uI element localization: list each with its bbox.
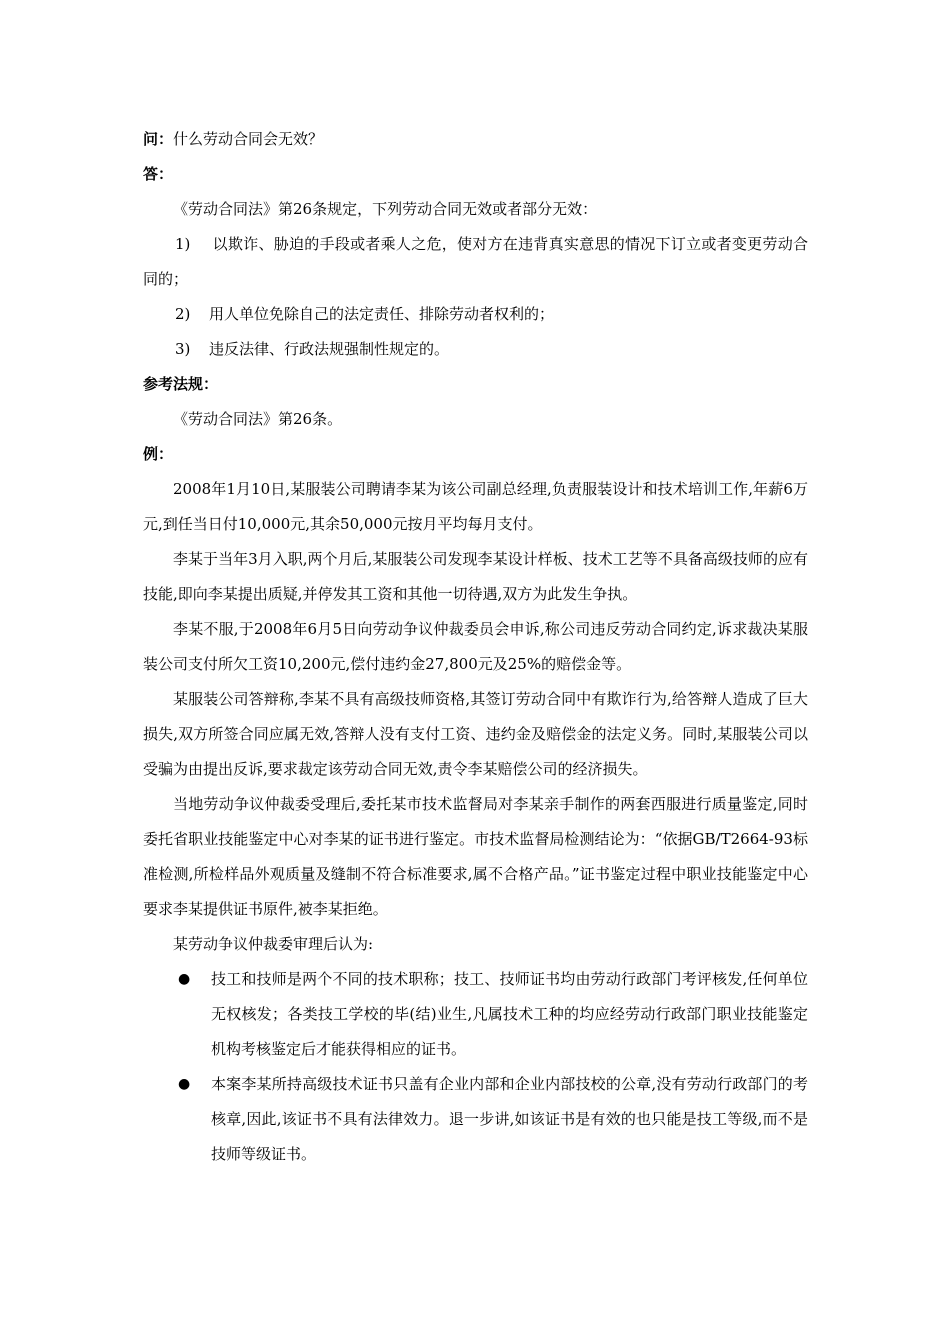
answer-item-3-num: 3) bbox=[175, 340, 191, 358]
answer-item-2 bbox=[143, 297, 808, 332]
example-paragraph-1: 2008年1月10日,某服装公司聘请李某为该公司副总经理,负责服装设计和技术培训工作,年薪6万元,到任当日付10,000元,其余50,000元按月平均每月支付。 bbox=[143, 480, 808, 533]
bullet-icon: ● bbox=[178, 971, 191, 987]
question-label: 问： bbox=[143, 130, 174, 148]
example-paragraph-6: 某劳动争议仲裁委审理后认为: bbox=[173, 935, 374, 953]
answer-item-1-num: 1) bbox=[175, 235, 191, 253]
answer-item-1-text: 以欺诈、胁迫的手段或者乘人之危，使对方在违背真实意思的情况下订立或者变更劳动合同的； bbox=[143, 235, 808, 288]
answer-item-1 bbox=[143, 227, 808, 297]
reference-text: 《劳动合同法》第26条。 bbox=[173, 410, 343, 428]
answer-intro: 《劳动合同法》第26条规定，下列劳动合同无效或者部分无效： bbox=[173, 200, 598, 218]
ruling-bullet-2 bbox=[143, 1067, 808, 1172]
answer-item-3-text: 违反法律、行政法规强制性规定的。 bbox=[209, 340, 450, 358]
answer-item-2-num: 2) bbox=[175, 305, 191, 323]
answer-label: 答： bbox=[143, 165, 174, 183]
answer-item-3 bbox=[143, 332, 808, 367]
ruling-bullet-2-text: 本案李某所持高级技术证书只盖有企业内部和企业内部技校的公章,没有劳动行政部门的考核章,因此,该证书不具有法律效力。退一步讲,如该证书是有效的也只能是技工等级,而不是技师等级证书。 bbox=[211, 1075, 808, 1163]
question-line bbox=[143, 122, 808, 157]
answer-item-2-text: 用人单位免除自己的法定责任、排除劳动者权利的； bbox=[209, 305, 555, 323]
ruling-bullet-1-text: 技工和技师是两个不同的技术职称；技工、技师证书均由劳动行政部门考评核发,任何单位无权核发；各类技工学校的毕(结)业生,凡属技术工种的均应经劳动行政部门职业技能鉴定机构考核鉴定后才能获得相应的证书。 bbox=[211, 970, 808, 1058]
document-content bbox=[143, 122, 808, 1172]
example-paragraph-4: 某服装公司答辩称,李某不具有高级技师资格,其签订劳动合同中有欺诈行为,给答辩人造成了巨大损失,双方所签合同应属无效,答辩人没有支付工资、违约金及赔偿金的法定义务。同时,某服装公司以受骗为由提出反诉,要求裁定该劳动合同无效,责令李某赔偿公司的经济损失。 bbox=[143, 690, 808, 778]
bullet-icon: ● bbox=[178, 1076, 191, 1092]
example-paragraph-5: 当地劳动争议仲裁委受理后,委托某市技术监督局对李某亲手制作的两套西服进行质量鉴定,同时委托省职业技能鉴定中心对李某的证书进行鉴定。市技术监督局检测结论为：“依据GB/T2664-93标准检测,所检样品外观质量及缝制不符合标准要求,属不合格产品。”证书鉴定过程中职业技能鉴定中心要求李某提供证书原件,被李某拒绝。 bbox=[143, 795, 808, 918]
example-paragraph-2: 李某于当年3月入职,两个月后,某服装公司发现李某设计样板、技术工艺等不具备高级技师的应有技能,即向李某提出质疑,并停发其工资和其他一切待遇,双方为此发生争执。 bbox=[143, 550, 808, 603]
reference-label: 参考法规： bbox=[143, 375, 219, 393]
example-label: 例： bbox=[143, 445, 174, 463]
question-text: 什么劳动合同会无效？ bbox=[173, 130, 324, 148]
example-paragraph-3: 李某不服,于2008年6月5日向劳动争议仲裁委员会申诉,称公司违反劳动合同约定,诉求裁决某服装公司支付所欠工资10,200元,偿付违约金27,800元及25%的赔偿金等。 bbox=[143, 620, 808, 673]
ruling-bullet-1 bbox=[143, 962, 808, 1067]
